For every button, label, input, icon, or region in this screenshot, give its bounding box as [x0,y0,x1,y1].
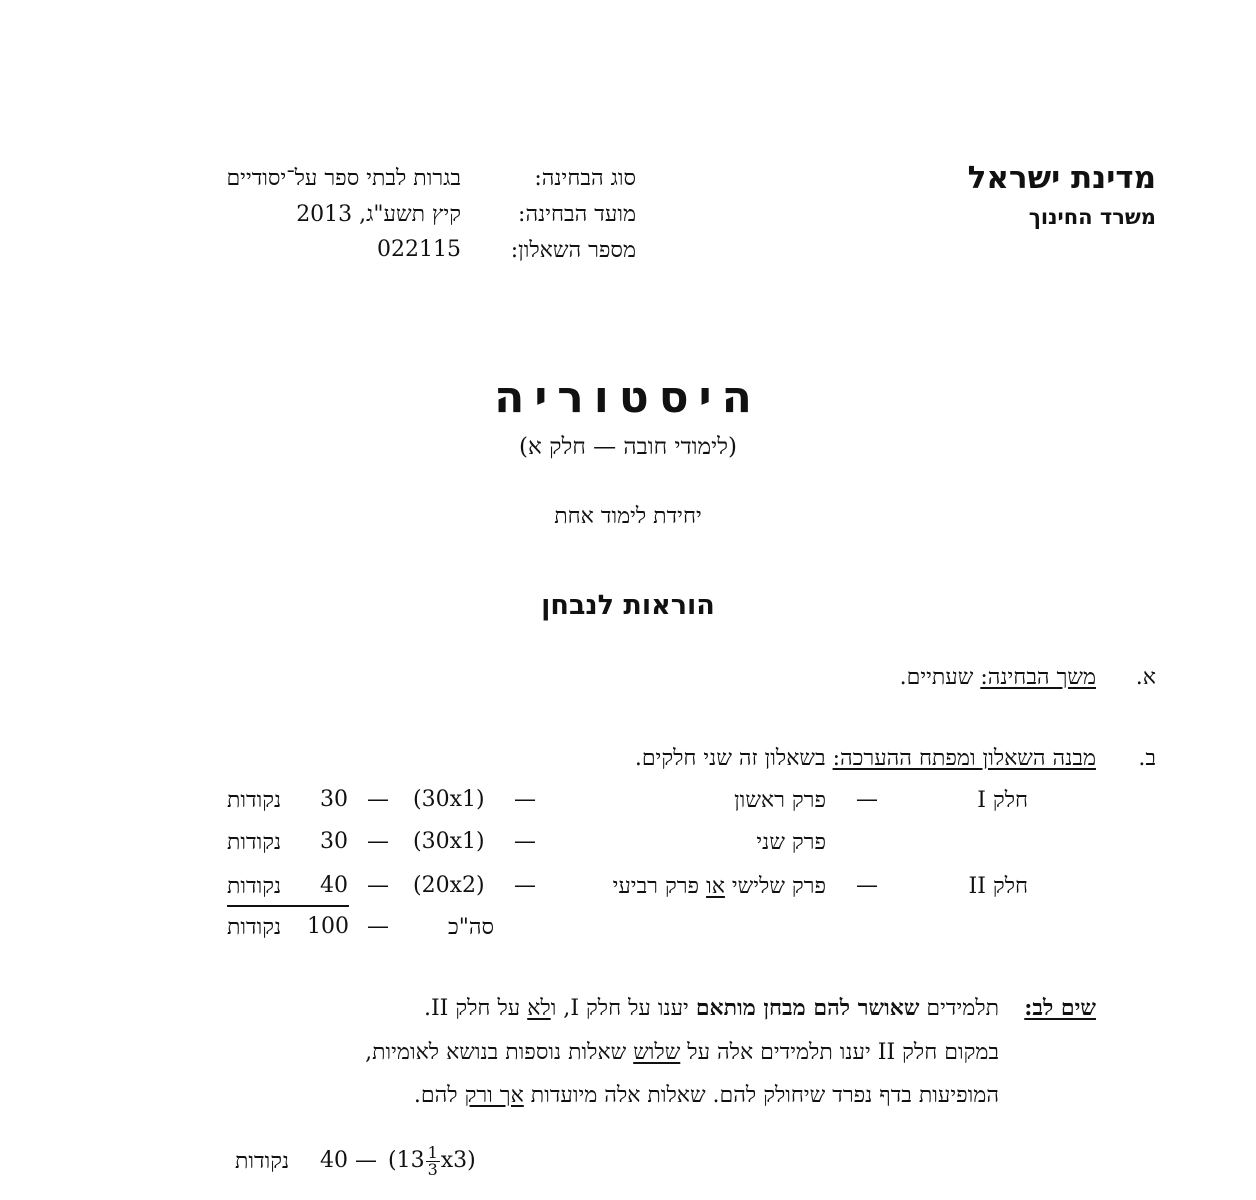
note-line1-not: לא [527,996,551,1021]
row2-points: 30 [320,829,348,854]
exam-date-value: קיץ תשע"ג, 2013 [296,202,461,227]
state-name: מדינת ישראל [967,160,1156,196]
row1-dash2: — [514,787,536,812]
section-a-line [900,664,1096,690]
ministry-name: משרד החינוך [1028,205,1156,229]
exam-type-label: סוג הבחינה: [534,166,636,191]
row3-chapter-or: או [706,874,725,899]
row1-points: 30 [320,787,348,812]
note-line1-bold: שאושר להם מבחן מותאם [695,995,920,1021]
formula-points: 40 [320,1148,348,1173]
formula-unit: נקודות [235,1149,290,1174]
section-b-letter: ב. [1138,746,1156,771]
row1-calc: (30x1) [413,787,485,812]
note-line3-b: להם. [413,1083,465,1108]
total-dash: — [367,914,389,939]
row2-chapter: פרק שני [756,830,826,855]
exam-number-value: 022115 [377,237,461,262]
row3-chapter-post: פרק רביעי [612,874,707,899]
row1-chapter: פרק ראשון [734,788,826,813]
formula-dash: — [355,1148,377,1173]
note-label: שים לב: [1024,995,1096,1021]
row3-unit: נקודות [227,874,282,899]
note-line1-a: תלמידים [919,996,999,1021]
note-line-1 [424,995,999,1021]
note-formula [388,1144,476,1178]
row1-dash1: — [856,787,878,812]
section-a-value: שעתיים. [899,665,974,690]
row2-dash2: — [514,829,536,854]
note-line-2 [365,1039,999,1065]
row1-unit: נקודות [227,788,282,813]
note-line1-c: על חלק II. [423,996,528,1021]
section-b-intro: בשאלון זה שני חלקים. [634,746,826,771]
total-label: סה"כ [448,915,495,940]
note-line3-a: המופיעות בדף נפרד שיחולק להם. שאלות אלה מיועדות [523,1083,999,1108]
total-unit: נקודות [227,915,282,940]
instructions-heading: הוראות לנבחן [541,590,715,621]
row2-calc: (30x1) [413,829,485,854]
row3-points: 40 [320,873,348,898]
formula-suffix: x3) [440,1148,476,1173]
exam-number-label: מספר השאלון: [510,238,636,263]
note-line1-b: יענו על חלק I, ו [550,996,696,1021]
row3-dash2: — [514,873,536,898]
note-line-3 [414,1082,999,1108]
section-a-letter: א. [1135,665,1156,690]
page-title: היסטוריה [494,372,762,423]
row3-dash1: — [856,873,878,898]
formula-denominator: 3 [427,1159,438,1179]
section-b-line [635,745,1096,771]
note-line2-b: שאלות נוספות בנושא לאומיות, [365,1040,634,1065]
exam-type-value: בגרות לבתי ספר על־יסודיים [226,166,461,191]
note-line2-a: במקום חלק II יענו תלמידים אלה על [680,1040,999,1065]
row1-dash3: — [367,787,389,812]
total-underline [227,905,349,907]
formula-fraction [426,1142,440,1179]
section-b-label: מבנה השאלון ומפתח ההערכה: [832,746,1096,771]
row3-chapter [613,873,826,899]
row3-calc: (20x2) [413,873,485,898]
row2-unit: נקודות [227,830,282,855]
total-points: 100 [307,914,349,939]
page-subtitle: (לימודי חובה — חלק א) [519,434,737,460]
row3-part: חלק II [968,874,1028,899]
exam-date-label: מועד הבחינה: [518,202,636,227]
note-line3-only: אך ורק [464,1083,524,1108]
study-unit: יחידת לימוד אחת [554,504,702,529]
formula-numerator: 1 [427,1142,438,1162]
row3-chapter-pre: פרק שלישי [724,874,826,899]
row1-part: חלק I [977,788,1028,813]
section-a-label: משך הבחינה: [980,665,1096,690]
row2-dash3: — [367,829,389,854]
row3-dash3: — [367,873,389,898]
note-line2-three: שלוש [633,1040,681,1065]
formula-prefix: (13 [388,1148,425,1173]
